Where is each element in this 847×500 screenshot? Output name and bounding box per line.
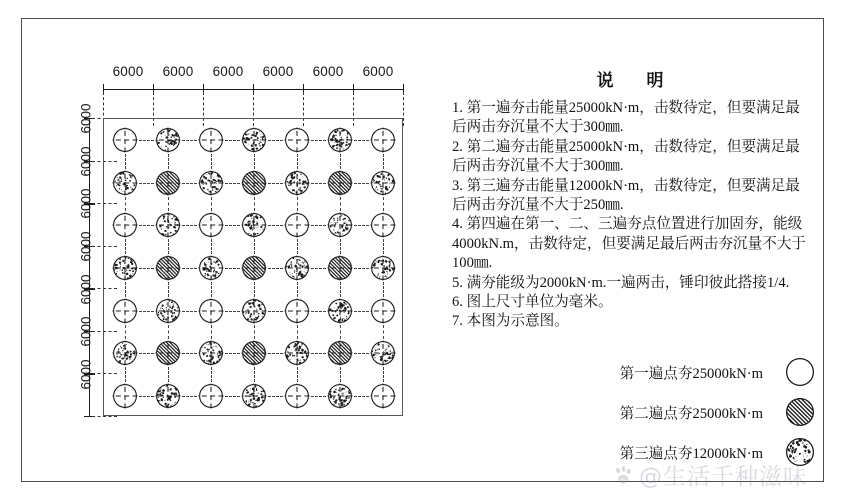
centre-line-vertical [211,197,212,212]
tamping-point-stippled-circle [112,340,138,366]
tamping-point-grid [104,119,402,415]
centre-line-vertical [297,154,298,169]
tamping-point-open-circle [284,383,310,409]
tamping-point-stippled-circle [241,212,267,238]
centre-line-horizontal [268,225,283,226]
notes-panel [452,66,812,332]
centre-line-vertical [297,197,298,212]
centre-line-horizontal [268,140,283,141]
centre-line-horizontal [225,183,240,184]
centre-line-horizontal [311,268,326,269]
dimension-label: 6000 [362,64,394,79]
dimension-label: 6000 [78,188,94,219]
tamping-point-stippled-circle [327,212,353,238]
centre-line-horizontal [182,311,197,312]
site-plan-outline [103,118,403,416]
tamping-point-stippled-circle [284,340,310,366]
centre-line-vertical [211,154,212,169]
legend-row [560,352,815,392]
centre-line-vertical [254,282,255,297]
centre-line-vertical [125,367,126,382]
centre-line-horizontal [139,268,154,269]
centre-line-vertical [254,239,255,254]
centre-line-horizontal [311,311,326,312]
centre-line-horizontal [225,353,240,354]
watermark-text: @生活千种滋味 [639,464,807,490]
legend-symbol-stippled-circle [785,437,815,467]
tamping-point-open-circle [112,383,138,409]
tamping-point-hatched-circle [327,170,353,196]
centre-line-horizontal [268,311,283,312]
centre-line-horizontal [311,396,326,397]
legend-label: 第二遍点夯25000kN·m [619,405,763,422]
centre-line-horizontal [354,396,369,397]
centre-line-vertical [168,239,169,254]
dimension-label: 6000 [78,231,94,262]
centre-line-vertical [297,282,298,297]
tamping-point-stippled-circle [284,255,310,281]
tamping-point-hatched-circle [241,255,267,281]
centre-line-vertical [297,325,298,340]
legend-symbol-open-circle [785,357,815,387]
centre-line-vertical [383,154,384,169]
centre-line-vertical [254,325,255,340]
tamping-point-hatched-circle [241,340,267,366]
tamping-point-stippled-circle [370,255,396,281]
legend [560,352,815,472]
centre-line-horizontal [225,311,240,312]
centre-line-vertical [211,367,212,382]
tamping-point-stippled-circle [241,298,267,324]
centre-line-horizontal [225,396,240,397]
note-item: 5. 满夯能级为2000kN·m.一遍两击，锤印彼此搭接1/4. [452,274,790,291]
tamping-point-open-circle [198,127,224,153]
centre-line-vertical [125,154,126,169]
tamping-point-stippled-circle [241,383,267,409]
centre-line-vertical [340,325,341,340]
svg-text:du: du [620,477,627,483]
centre-line-horizontal [354,268,369,269]
tamping-point-open-circle [370,127,396,153]
tamping-point-stippled-circle [155,127,181,153]
note-item: 2. 第二遍夯击能量25000kN·m，击数待定，但要满足最后两击夯沉量不大于300㎜. [452,138,800,175]
centre-line-horizontal [225,140,240,141]
legend-row [560,432,815,472]
tamping-point-open-circle [198,212,224,238]
tamping-point-stippled-circle [155,383,181,409]
centre-line-horizontal [182,183,197,184]
tamping-point-open-circle [198,298,224,324]
tamping-point-stippled-circle [198,255,224,281]
centre-line-horizontal [182,140,197,141]
centre-line-horizontal [354,353,369,354]
tamping-point-stippled-circle [112,255,138,281]
centre-line-vertical [168,325,169,340]
centre-line-vertical [125,197,126,212]
centre-line-vertical [340,367,341,382]
tamping-point-hatched-circle [155,170,181,196]
notes-title: 说 明 [596,71,672,90]
dimension-label: 6000 [78,146,94,177]
centre-line-horizontal [139,353,154,354]
centre-line-horizontal [354,311,369,312]
tamping-point-open-circle [112,298,138,324]
extension-line-horizontal [92,416,117,417]
note-item: 6. 图上尺寸单位为毫米。 [452,294,613,311]
tamping-point-hatched-circle [241,170,267,196]
tamping-point-stippled-circle [241,127,267,153]
tamping-point-open-circle [370,212,396,238]
centre-line-vertical [168,367,169,382]
centre-line-vertical [340,239,341,254]
extension-line-vertical [403,92,404,126]
centre-line-vertical [254,154,255,169]
centre-line-vertical [254,197,255,212]
dimension-label: 6000 [262,64,294,79]
centre-line-horizontal [354,183,369,184]
centre-line-vertical [168,282,169,297]
left-dimension-string [78,103,94,416]
centre-line-vertical [340,154,341,169]
tamping-point-open-circle [112,212,138,238]
centre-line-vertical [254,367,255,382]
centre-line-vertical [297,367,298,382]
tamping-point-stippled-circle [284,170,310,196]
centre-line-horizontal [311,183,326,184]
centre-line-vertical [125,282,126,297]
centre-line-horizontal [139,140,154,141]
centre-line-vertical [340,197,341,212]
dimension-label: 6000 [78,274,94,305]
centre-line-vertical [383,282,384,297]
dimension-label: 6000 [212,64,244,79]
note-item: 4. 第四遍在第一、二、三遍夯点位置进行加固夯，能级4000kN.m，击数待定，但要满足最后两击夯沉量不大于100㎜. [452,216,806,272]
centre-line-horizontal [139,311,154,312]
tamping-point-stippled-circle [198,340,224,366]
legend-row [560,392,815,432]
legend-label: 第一遍点夯25000kN·m [619,365,763,382]
centre-line-vertical [168,197,169,212]
legend-symbol-hatched-circle [785,397,815,427]
tamping-point-open-circle [284,212,310,238]
tamping-point-stippled-circle [112,170,138,196]
centre-line-vertical [383,239,384,254]
tamping-point-hatched-circle [327,340,353,366]
centre-line-horizontal [182,268,197,269]
centre-line-horizontal [139,183,154,184]
dimension-label: 6000 [78,103,94,134]
centre-line-horizontal [225,268,240,269]
centre-line-horizontal [311,353,326,354]
tamping-point-stippled-circle [155,212,181,238]
tamping-point-hatched-circle [155,340,181,366]
dimension-label: 6000 [112,64,144,79]
centre-line-vertical [383,367,384,382]
tamping-point-stippled-circle [370,340,396,366]
centre-line-horizontal [225,225,240,226]
centre-line-horizontal [182,396,197,397]
dimension-label: 6000 [162,64,194,79]
centre-line-vertical [383,197,384,212]
dimension-label: 6000 [312,64,344,79]
tamping-point-stippled-circle [327,383,353,409]
dimension-label: 6000 [78,359,94,390]
centre-line-vertical [211,282,212,297]
centre-line-horizontal [354,225,369,226]
dimension-label: 6000 [78,316,94,347]
centre-line-vertical [297,239,298,254]
note-item: 7. 本图为示意图。 [452,313,569,330]
centre-line-horizontal [311,140,326,141]
tamping-point-stippled-circle [327,127,353,153]
centre-line-horizontal [268,268,283,269]
tamping-point-open-circle [284,127,310,153]
tamping-point-stippled-circle [155,298,181,324]
tamping-point-stippled-circle [198,170,224,196]
centre-line-horizontal [182,225,197,226]
centre-line-horizontal [354,140,369,141]
tamping-point-open-circle [112,127,138,153]
centre-line-vertical [383,325,384,340]
centre-line-vertical [125,325,126,340]
centre-line-horizontal [268,396,283,397]
tamping-point-hatched-circle [327,255,353,281]
centre-line-horizontal [139,225,154,226]
notes-list [452,99,812,332]
legend-label: 第三遍点夯12000kN·m [619,445,763,462]
tamping-point-open-circle [284,298,310,324]
centre-line-horizontal [311,225,326,226]
centre-line-vertical [340,282,341,297]
centre-line-horizontal [139,396,154,397]
centre-line-vertical [211,239,212,254]
centre-line-horizontal [268,353,283,354]
tamping-point-stippled-circle [370,170,396,196]
tamping-point-stippled-circle [327,298,353,324]
note-item: 1. 第一遍夯击能量25000kN·m，击数待定，但要满足最后两击夯沉量不大于300㎜. [452,100,800,136]
tamping-point-open-circle [370,383,396,409]
centre-line-horizontal [182,353,197,354]
centre-line-vertical [168,154,169,169]
tamping-point-hatched-circle [155,255,181,281]
centre-line-vertical [125,239,126,254]
centre-line-horizontal [268,183,283,184]
centre-line-vertical [211,325,212,340]
tamping-point-open-circle [198,383,224,409]
note-item: 3. 第三遍夯击能量12000kN·m，击数待定，但要满足最后两击夯沉量不大于250㎜. [452,177,800,214]
tamping-point-open-circle [370,298,396,324]
